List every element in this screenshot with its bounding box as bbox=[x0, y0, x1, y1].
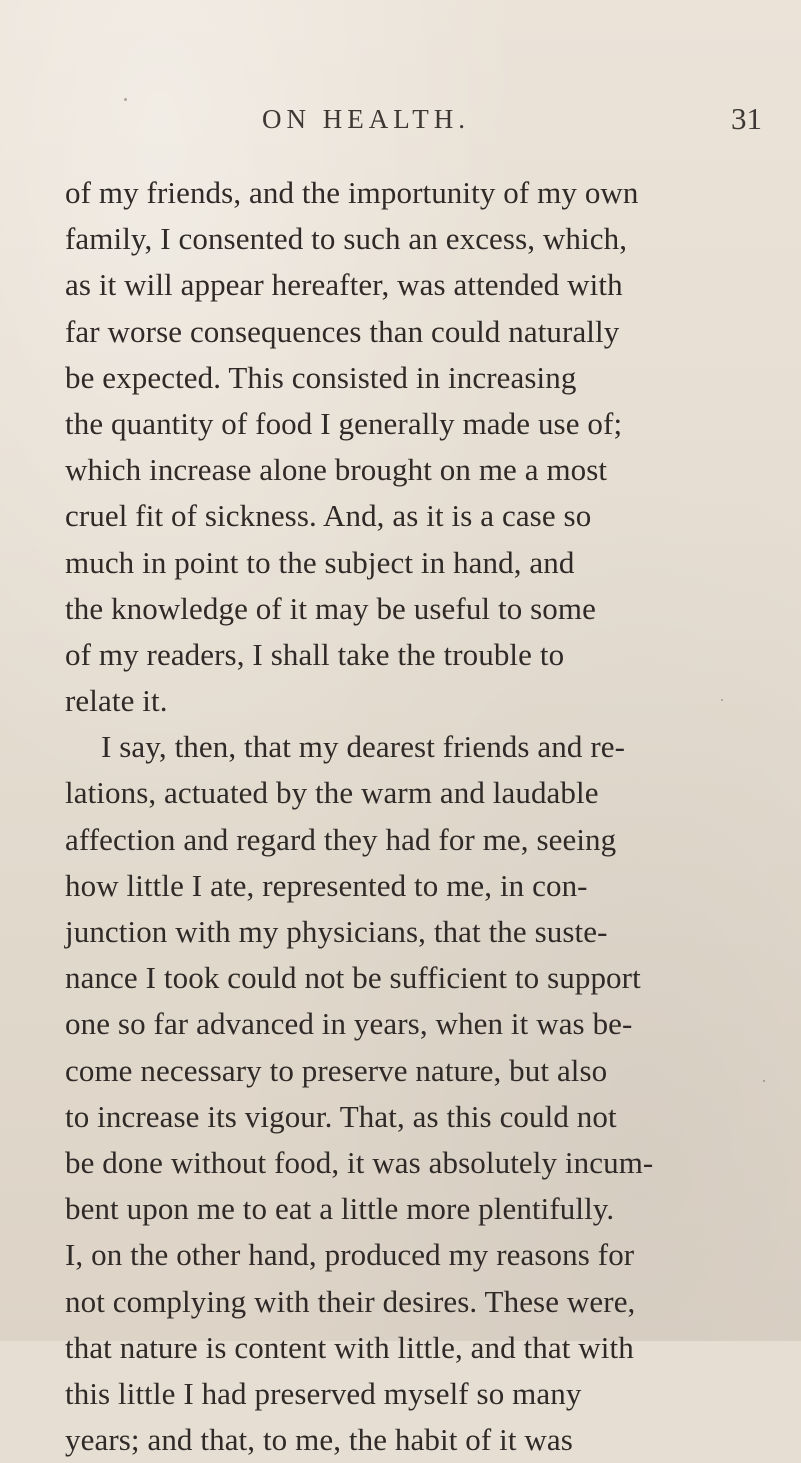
page-header bbox=[0, 101, 801, 144]
body-text bbox=[65, 170, 765, 1463]
text-line-8: cruel fit of sickness. And, as it is a case so bbox=[65, 498, 592, 534]
text-line-19: one so far advanced in years, when it was be- bbox=[65, 1006, 633, 1042]
text-line-9: much in point to the subject in hand, and bbox=[65, 544, 575, 580]
text-line-10: the knowledge of it may be useful to some bbox=[65, 590, 596, 626]
text-line-6: the quantity of food I generally made use of; bbox=[65, 405, 623, 441]
text-line-16: how little I ate, represented to me, in con- bbox=[65, 867, 588, 903]
paper-speck bbox=[721, 699, 723, 701]
text-line-7: which increase alone brought on me a most bbox=[65, 452, 608, 488]
text-line-18: nance I took could not be sufficient to support bbox=[65, 960, 641, 996]
text-line-17: junction with my physicians, that the suste- bbox=[65, 914, 608, 949]
text-line-28: years; and that, to me, the habit of it was bbox=[65, 1422, 573, 1458]
text-line-23: bent upon me to eat a little more plentifully. bbox=[65, 1191, 615, 1227]
text-line-22: be done without food, it was absolutely incum- bbox=[65, 1144, 654, 1180]
text-line-4: far worse consequences than could naturally bbox=[65, 313, 620, 349]
page-number: 31 bbox=[731, 101, 762, 136]
text-line-5: be expected. This consisted in increasing bbox=[65, 359, 577, 395]
running-head: ON HEALTH. bbox=[262, 104, 470, 134]
text-line-21: to increase its vigour. That, as this could not bbox=[65, 1098, 617, 1134]
text-line-26: that nature is content with little, and that with bbox=[65, 1329, 634, 1365]
paper-speck bbox=[124, 98, 127, 101]
text-line-1: of my friends, and the importunity of my own bbox=[65, 175, 639, 210]
text-line-20: come necessary to preserve nature, but also bbox=[65, 1052, 608, 1088]
text-line-2: family, I consented to such an excess, which, bbox=[65, 221, 628, 257]
text-line-15: affection and regard they had for me, seeing bbox=[65, 821, 617, 857]
text-line-12: relate it. bbox=[65, 683, 168, 719]
text-line-27: this little I had preserved myself so many bbox=[65, 1375, 582, 1411]
text-line-25: not complying with their desires. These were, bbox=[65, 1283, 636, 1319]
text-line-14: lations, actuated by the warm and laudable bbox=[65, 775, 599, 811]
text-line-24: I, on the other hand, produced my reasons for bbox=[65, 1237, 635, 1273]
text-line-3: as it will appear hereafter, was attended with bbox=[65, 267, 623, 303]
text-line-13: I say, then, that my dearest friends and re- bbox=[101, 729, 626, 765]
text-line-11: of my readers, I shall take the trouble to bbox=[65, 636, 565, 672]
paper-speck bbox=[763, 1080, 765, 1082]
